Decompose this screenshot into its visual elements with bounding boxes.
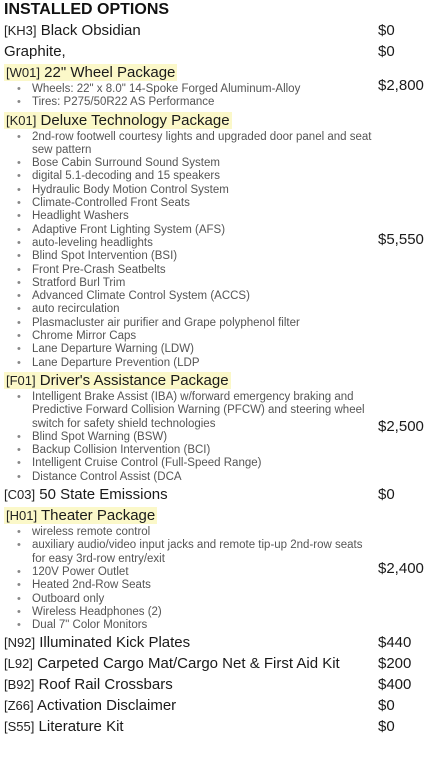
feature-item: • Bose Cabin Surround Sound System [32,157,378,170]
feature-list [4,131,378,370]
option-price: $2,800 [378,77,424,95]
option-code: [K01] [6,112,37,128]
package-highlight [4,507,157,524]
option-name: Theater Package [40,507,156,525]
option-price: $0 [378,486,395,504]
feature-item: • wireless remote control [32,526,378,539]
option-price: $400 [378,676,412,694]
option-name: Activation Disclaimer [36,697,177,715]
option-price: $440 [378,634,412,652]
option-code: [B92] [4,677,35,693]
option-price: $0 [378,697,395,715]
option-row [4,41,448,62]
feature-item: • Intelligent Brake Assist (IBA) w/forward emergency braking and Predictive Forward Collision Warning (PFCW) and steering wheel switch for safety shield technologies [32,391,378,431]
feature-list [4,391,378,484]
feature-item: • Blind Spot Intervention (BSI) [32,250,378,263]
option-line [4,484,378,505]
feature-item: • Advanced Climate Control System (ACCS) [32,290,378,303]
option-line [4,41,378,62]
feature-item: • Heated 2nd-Row Seats [32,579,378,592]
option-line [4,20,378,41]
feature-item: • auto recirculation [32,303,378,316]
option-line [4,695,378,716]
package-highlight [4,64,177,81]
feature-item: • Tires: P275/50R22 AS Performance [32,96,378,109]
option-details [4,41,378,62]
feature-item: • Lane Departure Prevention (LDP [32,357,378,370]
option-line [4,62,378,83]
option-details [4,632,378,653]
package-highlight [4,372,231,389]
option-code: [S55] [4,719,35,735]
feature-item: • 2nd-row footwell courtesy lights and upgraded door panel and seat sew pattern [32,131,378,158]
option-line [4,653,378,674]
feature-item: • Blind Spot Warning (BSW) [32,431,378,444]
option-details [4,653,378,674]
option-details [4,484,378,505]
option-details [4,110,378,370]
option-price: $0 [378,43,395,60]
feature-item: • digital 5.1-decoding and 15 speakers [32,170,378,183]
option-row [4,484,448,505]
option-row [4,62,448,110]
option-code: [F01] [6,372,36,388]
option-name: Deluxe Technology Package [40,111,230,129]
option-code: [H01] [6,508,38,524]
option-line [4,110,378,131]
option-details [4,370,378,484]
option-code: [C03] [4,487,36,503]
feature-item: • Dual 7" Color Monitors [32,619,378,632]
feature-item: • Chrome Mirror Caps [32,330,378,343]
option-name: 22" Wheel Package [44,64,176,81]
feature-item: • Hydraulic Body Motion Control System [32,184,378,197]
option-details [4,674,378,695]
option-price: $2,400 [378,560,424,578]
option-details [4,20,378,41]
option-details [4,695,378,716]
option-row [4,370,448,484]
feature-item: • 120V Power Outlet [32,566,378,579]
option-code: [N92] [4,635,36,651]
option-price: $0 [378,718,395,736]
feature-list [4,83,378,110]
option-name: 50 State Emissions [39,486,168,504]
option-price: $0 [378,22,395,39]
option-details [4,62,378,110]
option-code: [Z66] [4,698,34,714]
option-name: Driver's Assistance Package [39,371,229,389]
option-price: $5,550 [378,231,424,249]
feature-item: • Climate-Controlled Front Seats [32,197,378,210]
feature-item: • Adaptive Front Lighting System (AFS) [32,224,378,237]
feature-item: • Wheels: 22" x 8.0" 14-Spoke Forged Aluminum-Alloy [32,83,378,96]
option-name: Graphite, [4,43,66,60]
option-line [4,716,378,737]
feature-item: • Headlight Washers [32,210,378,223]
feature-item: • Outboard only [32,593,378,606]
option-price: $200 [378,655,412,673]
feature-item: • Wireless Headphones (2) [32,606,378,619]
options-list [4,20,448,737]
package-highlight [4,112,232,129]
feature-item: • auto-leveling headlights [32,237,378,250]
feature-item: • Distance Control Assist (DCA [32,471,378,484]
option-details [4,505,378,632]
option-row [4,674,448,695]
feature-list [4,526,378,632]
feature-item: • Backup Collision Intervention (BCI) [32,444,378,457]
option-code: [L92] [4,656,33,672]
option-row [4,632,448,653]
option-row [4,653,448,674]
option-row [4,110,448,370]
feature-item: • Plasmacluster air purifier and Grape polyphenol filter [32,317,378,330]
option-row [4,505,448,632]
option-line [4,674,378,695]
option-code: [KH3] [4,23,37,38]
option-row [4,20,448,41]
feature-item: • Intelligent Cruise Control (Full-Speed Range) [32,457,378,470]
option-row [4,716,448,737]
option-line [4,505,378,526]
feature-item: • Lane Departure Warning (LDW) [32,343,378,356]
option-price: $2,500 [378,418,424,436]
option-name: Illuminated Kick Plates [39,634,191,652]
option-row [4,695,448,716]
option-code: [W01] [6,65,40,80]
feature-item: • Front Pre-Crash Seatbelts [32,264,378,277]
option-name: Black Obsidian [40,22,141,39]
option-line [4,370,378,391]
option-name: Roof Rail Crossbars [38,676,173,694]
feature-item: • Stratford Burl Trim [32,277,378,290]
option-details [4,716,378,737]
option-line [4,632,378,653]
feature-item: • auxiliary audio/video input jacks and remote tip-up 2nd-row seats for easy 3rd-row entry/exit [32,539,378,566]
option-name: Literature Kit [38,718,124,736]
page-title: INSTALLED OPTIONS [4,1,170,18]
option-name: Carpeted Cargo Mat/Cargo Net & First Aid Kit [37,655,340,673]
